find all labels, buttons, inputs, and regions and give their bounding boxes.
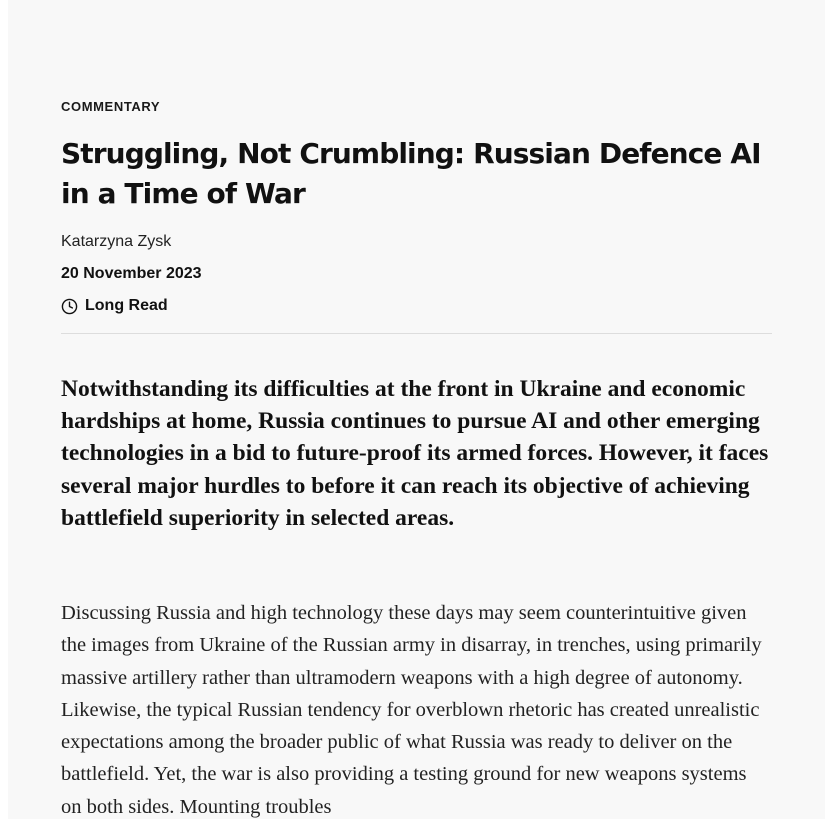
article-standfirst: Notwithstanding its difficulties at the front in Ukraine and economic hardships at home, Russia continues to pursue AI and other emerging technologies in a bid to future-proof its armed forces. However, it faces several major hurdles to before it can reach its objective of achieving battlefield superiority in selected areas.: [61, 376, 769, 531]
article-category[interactable]: COMMENTARY: [61, 99, 161, 114]
article-date: 20 November 2023: [61, 265, 202, 282]
read-type: [61, 294, 168, 318]
article-page: [8, 0, 825, 819]
clock-icon: [61, 298, 78, 315]
article-body-paragraph: Discussing Russia and high technology these days may seem counterintuitive given the images from Ukraine of the Russian army in disarray, in trenches, using primarily massive artillery rather than ultramodern weapons with a high degree of autonomy. Likewise, the typical Russian tendency for overblown rhetoric has created unrealistic expectations among the broader public of what Russia was ready to deliver on the battlefield. Yet, the war is also providing a testing ground for new weapons systems on both sides. Mounting troubles: [61, 602, 762, 818]
read-type-label: Long Read: [85, 297, 168, 314]
header-divider: [61, 333, 772, 334]
article-title: Struggling, Not Crumbling: Russian Defence AI in a Time of War: [61, 137, 761, 210]
article-author[interactable]: Katarzyna Zysk: [61, 233, 172, 250]
